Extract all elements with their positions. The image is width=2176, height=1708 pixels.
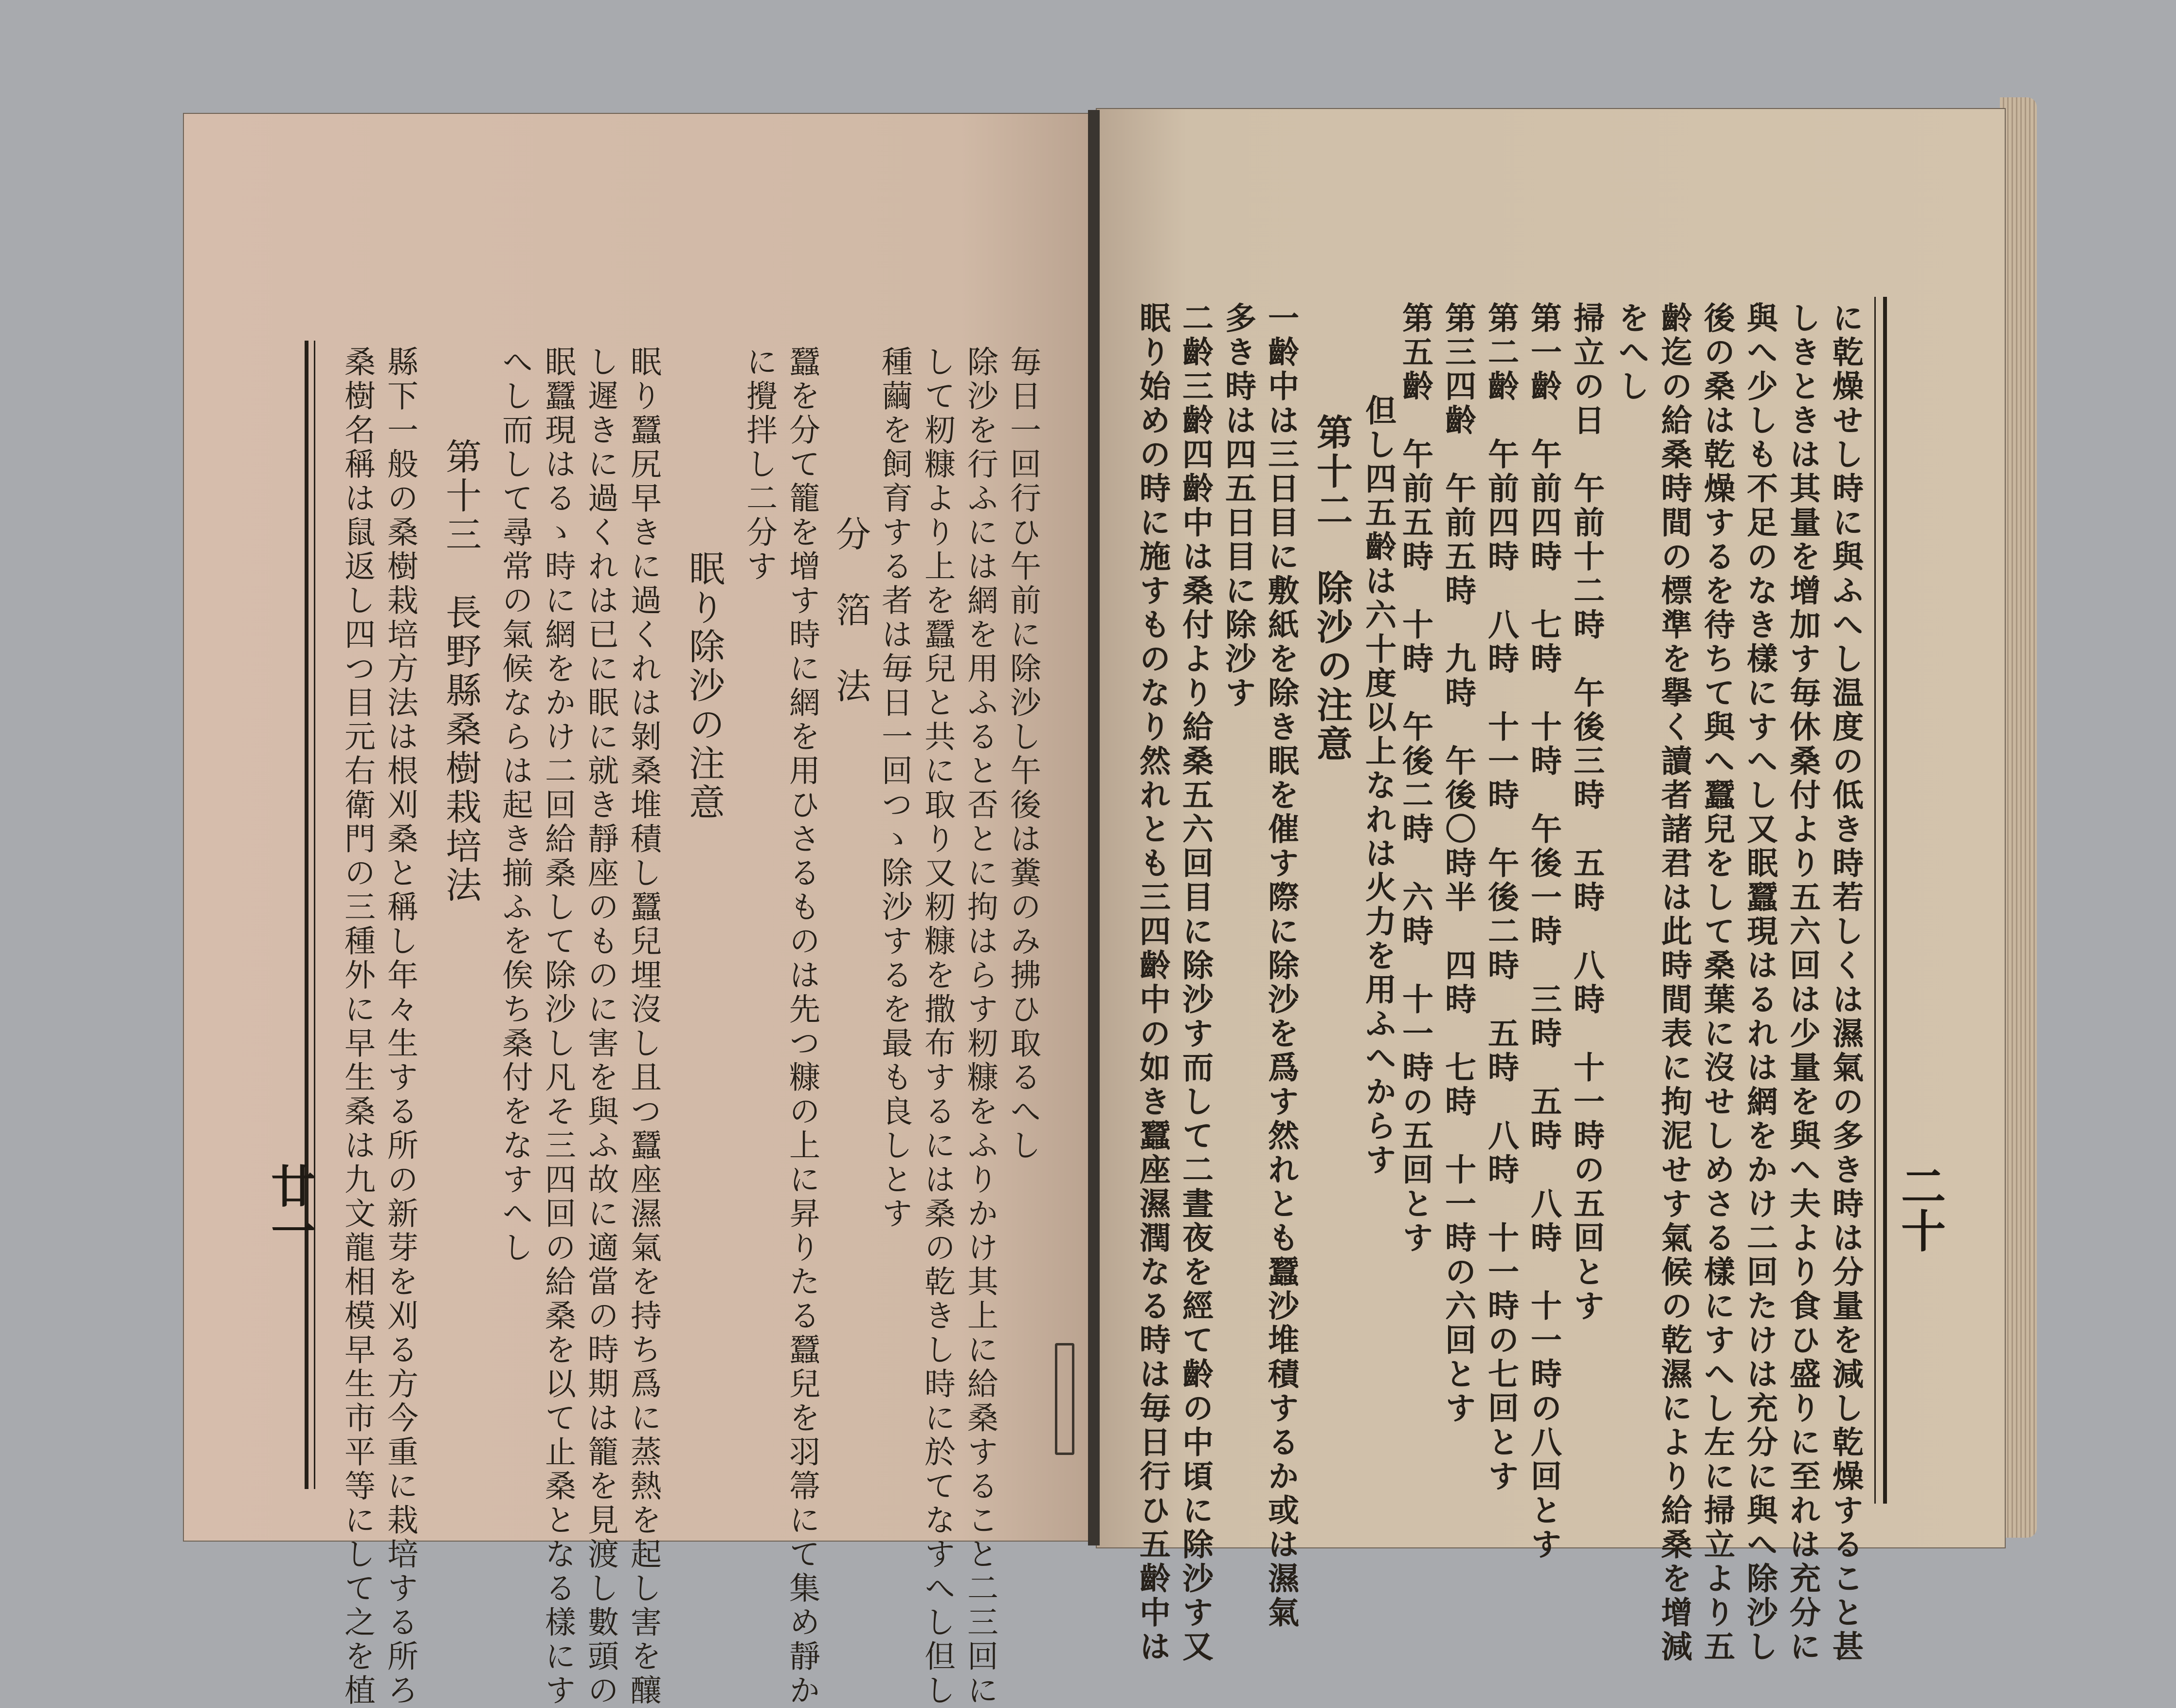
section-heading-bunsaku: 分 箔 法	[830, 516, 871, 706]
right-line: 多き時は四五日目に除沙す	[1220, 302, 1256, 710]
right-line: 與へ少しも不足のなき樣にすへし又眠蠶現はるれは網をかけ二回たけは充分に與へ除沙し	[1741, 302, 1778, 1664]
section-heading-12: 第十二 除沙の注意	[1311, 414, 1353, 764]
left-line: して籾糠より上を蠶兒と共に取り又籾糠を撒布するには桑の乾きし時に於てなすへし但し	[919, 345, 955, 1708]
schedule-row: 第三四齡 午前五時 九時 午後〇時半 四時 七時 十一時の六回とす	[1440, 302, 1476, 1426]
left-line: し遲きに過くれは已に眠に就き靜座のものに害を與ふ故に適當の時期は籠を見渡し數頭の	[582, 345, 618, 1708]
left-line: 眠蠶現はるゝ時に網をかけ二回給桑して除沙し凡そ三四回の給桑を以て止桑となる樣にす	[540, 345, 576, 1708]
left-line: 桑樹名稱は鼠返し四つ目元右衛門の三種外に早生桑は九文龍相模早生市平等にして之を植	[339, 345, 375, 1708]
left-line: へし而して尋常の氣候ならは起き揃ふを俟ち桑付をなすへし	[497, 345, 533, 1265]
schedule-note: 但し四五齡は六十度以上なれは火力を用ふへからす	[1360, 394, 1396, 1178]
page-tab-marker	[1055, 1343, 1074, 1455]
left-page-border-inner	[314, 341, 315, 1489]
left-line: に攪拌し二分す	[741, 345, 777, 584]
right-line: 齡迄の給桑時間の標準を擧く讀者諸君は此時間表に拘泥せす氣候の乾濕により給桑を增減	[1656, 302, 1692, 1664]
right-line: をへし	[1613, 302, 1650, 404]
right-line: しきときは其量を增加す毎休桑付より五六回は少量を與へ夫より食ひ盛りに至れは充分に	[1784, 302, 1821, 1664]
schedule-row: 第二齡 午前四時 八時 十一時 午後二時 五時 八時 十一時の七回とす	[1483, 302, 1519, 1494]
left-line: 眠り蠶尻早きに過くれは剝桑堆積し蠶兒埋沒し且つ蠶座濕氣を持ち爲に蒸熱を起し害を釀	[625, 345, 661, 1708]
spine	[1088, 110, 1100, 1545]
left-page-border-outer	[305, 341, 308, 1489]
left-line: 縣下一般の桑樹栽培方法は根刈桑と稱し年々生する所の新芽を刈る方今重に栽培する所ろ	[382, 345, 418, 1708]
left-line: 毎日一回行ひ午前に除沙し午後は糞のみ拂ひ取るへし	[1005, 345, 1041, 1163]
right-page-border-outer	[1883, 297, 1887, 1504]
right-line: 一齡中は三日目に敷紙を除き眠を催す際に除沙を爲す然れとも蠶沙堆積するか或は濕氣	[1263, 302, 1299, 1630]
schedule-row: 第五齡 午前五時 十時 午後二時 六時 十一時の五回とす	[1397, 302, 1433, 1255]
left-line: 蠶を分て籠を增す時に網を用ひさるものは先つ糠の上に昇りたる蠶兒を羽箒にて集め靜か	[784, 345, 820, 1708]
right-line: 眠り始めの時に施すものなり然れとも三四齡中の如き蠶座濕潤なる時は毎日行ひ五齡中は	[1134, 302, 1171, 1664]
right-page-number: 二十	[1894, 1163, 1946, 1253]
schedule-row: 掃立の日 午前十二時 午後三時 五時 八時 十一時の五回とす	[1568, 302, 1605, 1324]
left-page-number: 廿一	[264, 1163, 316, 1253]
schedule-row: 第一齡 午前四時 七時 十時 午後一時 三時 五時 八時 十一時の八回とす	[1525, 302, 1562, 1562]
right-line: 後の桑は乾燥するを待ちて與へ蠶兒をして桑葉に沒せしめさる樣にすへし左に掃立より五	[1699, 302, 1735, 1664]
section-heading-13: 第十三 長野縣桑樹栽培法	[440, 438, 482, 905]
left-line: 除沙を行ふには網を用ふると否とに拘はらす籾糠をふりかけ其上に給桑すること二三回に	[962, 345, 998, 1708]
right-line: 二齡三齡四齡中は桑付より給桑五六回目に除沙す而して二晝夜を經て齡の中頃に除沙す又	[1177, 302, 1214, 1664]
left-line: 種繭を飼育する者は毎日一回つゝ除沙するを最も良しとす	[876, 345, 912, 1231]
section-heading-nemuri: 眠り除沙の注意	[683, 550, 725, 822]
right-line: に乾燥せし時に與ふへし温度の低き時若しくは濕氣の多き時は分量を減し乾燥すること甚	[1827, 302, 1864, 1664]
right-page-border-inner	[1874, 297, 1876, 1504]
